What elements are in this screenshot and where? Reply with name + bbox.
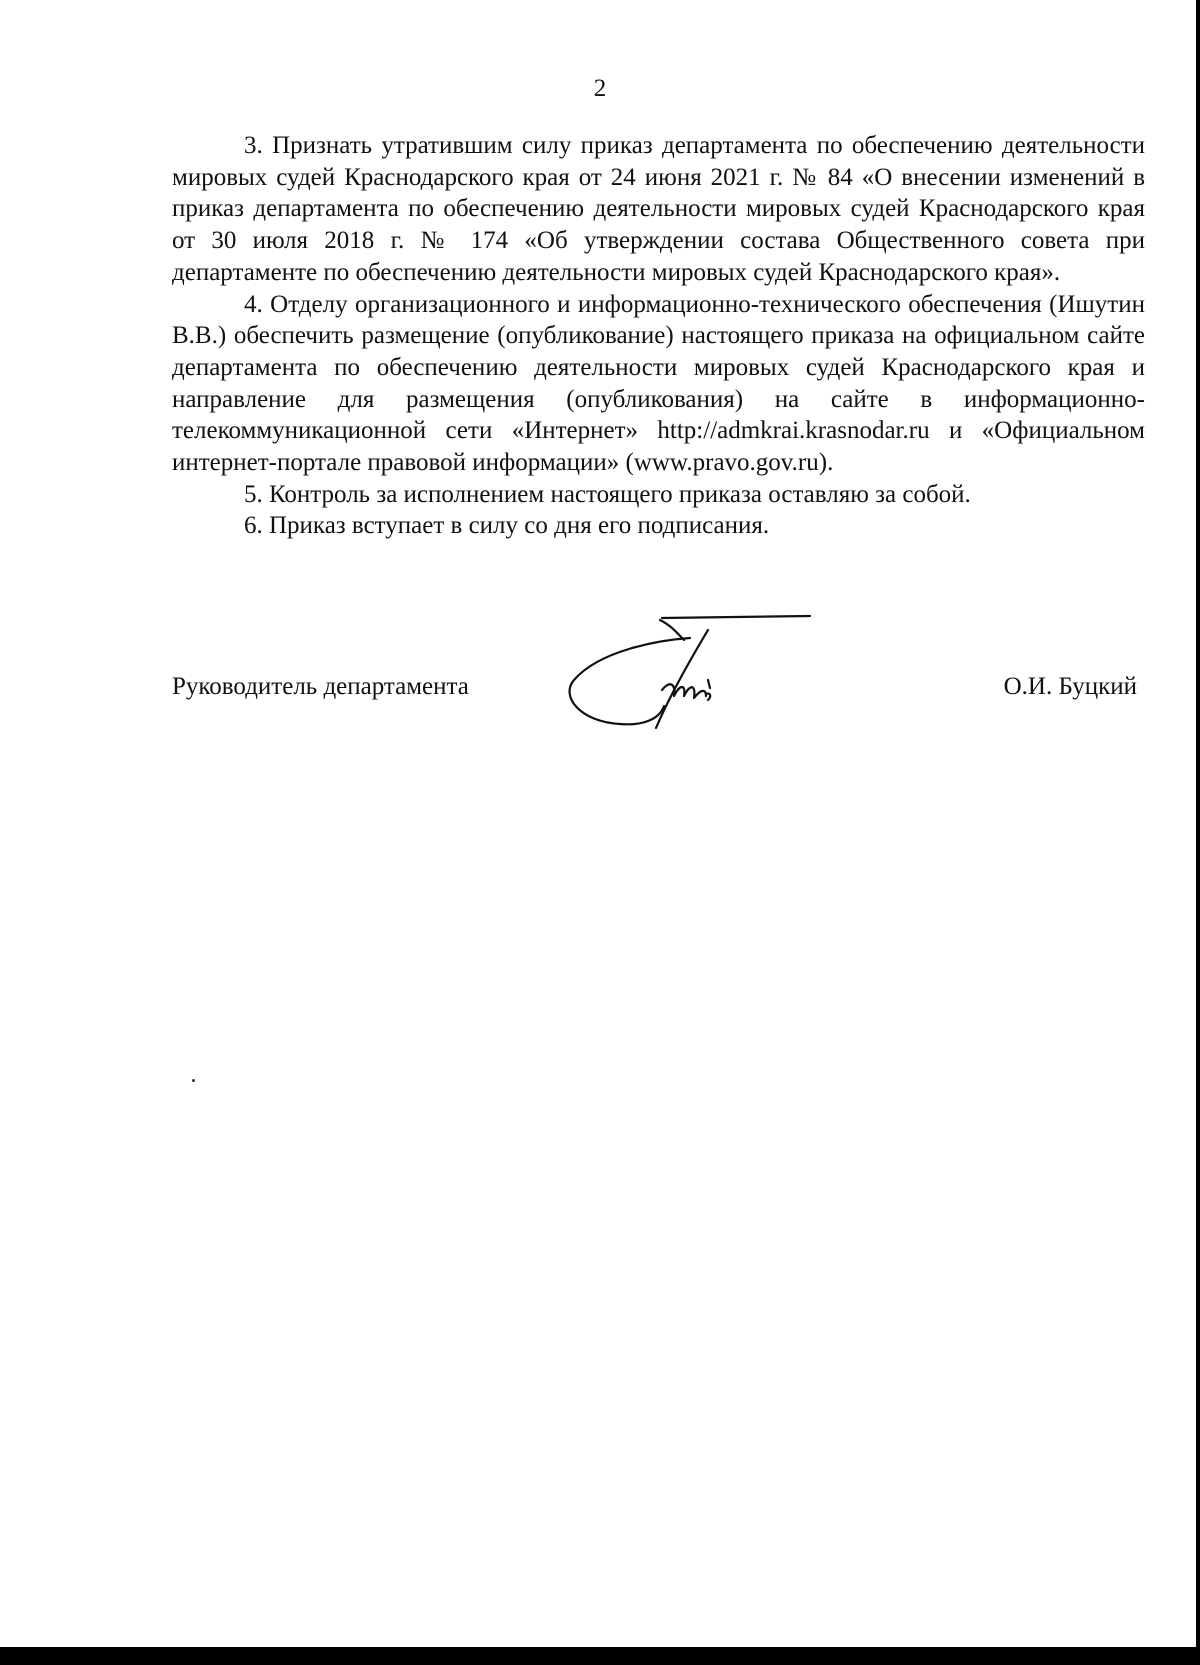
- scan-edge-bottom: [0, 1647, 1200, 1665]
- paragraph-5: 5. Контроль за исполнением настоящего приказа оставляю за собой.: [244, 480, 971, 508]
- handwritten-signature: [560, 610, 820, 740]
- signatory-name: О.И. Буцкий: [1003, 673, 1137, 700]
- paragraph-4: 4. Отделу организационного и информационно-технического обеспечения (Ишутин В.В.) обеспечить размещение (опубликование) настоящего приказа на официальном сайте департамента по обеспечению деятельности мировых судей Краснодарского края и направление для размещения (опубликования) на сайте в информационно-телекоммуникационной сети «Интернет» http://admkrai.krasnodar.ru и «Официальном интернет-портале правовой информации» (www.pravo.gov.ru).: [172, 290, 1145, 477]
- paragraph-3: 3. Признать утратившим силу приказ департамента по обеспечению деятельности мировых судей Краснодарского края от 24 июня 2021 г. № 84 «О внесении изменений в приказ департамента по обеспечению деятельности мировых судей Краснодарского края от 30 июля 2018 г. № 174 «Об утверждении состава Общественного совета при департаменте по обеспечению деятельности мировых судей Краснодарского края».: [172, 132, 1145, 286]
- page-number: 2: [593, 75, 607, 102]
- document-body: [172, 130, 1145, 542]
- scan-edge-right: [1196, 0, 1200, 1665]
- scan-speck: [192, 1079, 195, 1082]
- signatory-role: Руководитель департамента: [172, 673, 469, 700]
- paragraph-6: 6. Приказ вступает в силу со дня его подписания.: [244, 512, 770, 540]
